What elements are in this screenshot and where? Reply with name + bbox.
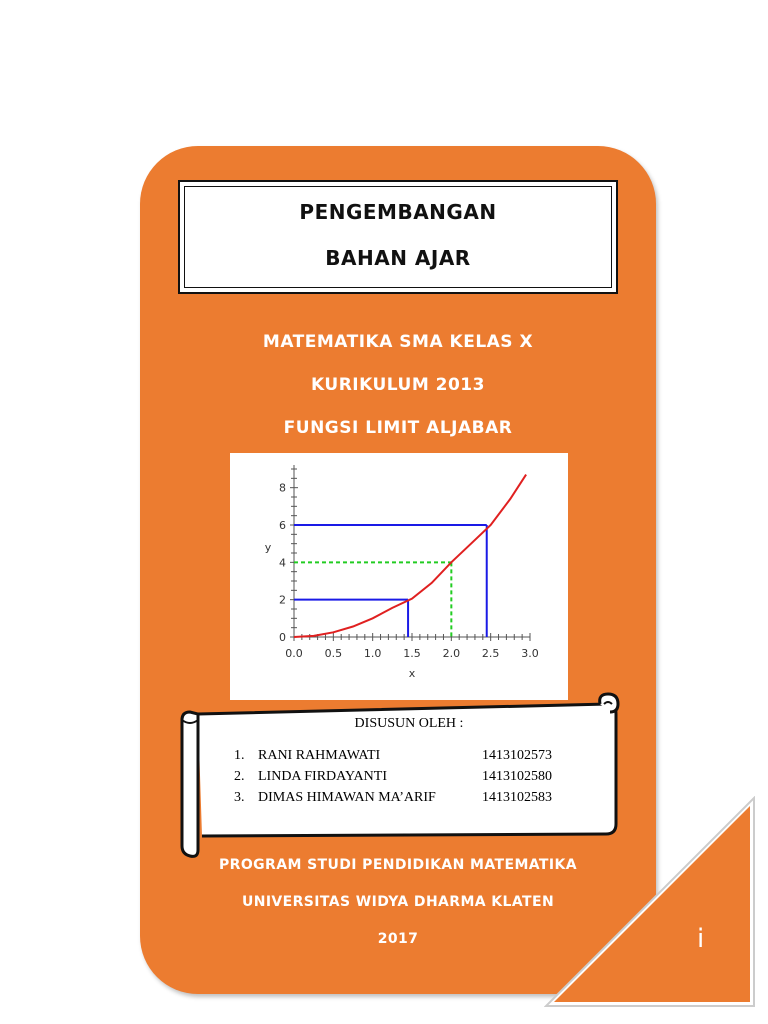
page-number: i: [697, 924, 705, 954]
curriculum-title: KURIKULUM 2013: [311, 375, 485, 395]
y-tick-label: 4: [279, 556, 286, 570]
x-tick-label: 1.5: [403, 647, 421, 660]
author-nim: 1413102573: [482, 748, 552, 763]
subject-title: MATEMATIKA SMA KELAS X: [262, 332, 534, 352]
x-tick-label: 0.5: [324, 647, 343, 660]
author-nim: 1413102580: [482, 769, 552, 784]
x-tick-label: 2.0: [442, 647, 461, 660]
study-program: PROGRAM STUDI PENDIDIKAN MATEMATIKA: [219, 857, 577, 873]
x-axis-label: x: [408, 667, 416, 680]
y-axis-label: y: [264, 541, 272, 555]
x-tick-label: 0.0: [285, 647, 303, 660]
title-box: [178, 180, 618, 294]
y-tick-label: 0: [279, 631, 286, 644]
x-tick-label: 2.5: [481, 647, 500, 660]
y-tick-label: 8: [279, 481, 286, 495]
author-name: DIMAS HIMAWAN MA’ARIF: [258, 790, 436, 805]
graph-svg: [230, 453, 568, 700]
function-curve: [294, 475, 526, 637]
function-graph: [230, 453, 568, 700]
author-name: RANI RAHMAWATI: [258, 748, 381, 763]
y-tick-label: 6: [279, 519, 286, 532]
author-number: 3.: [234, 790, 245, 805]
author-nim: 1413102583: [482, 790, 552, 805]
author-row: [234, 790, 594, 810]
author-row: [234, 748, 594, 768]
page-corner-triangle: [544, 796, 758, 1010]
title-line-1: PENGEMBANGAN: [299, 200, 497, 224]
y-tick-label: 2: [279, 593, 286, 607]
authors-heading: DISUSUN OLEH :: [354, 716, 464, 731]
author-row: [234, 769, 594, 789]
author-number: 2.: [234, 769, 245, 784]
x-tick-label: 3.0: [521, 647, 539, 660]
x-tick-label: 1.0: [363, 647, 382, 660]
title-line-2: BAHAN AJAR: [325, 246, 471, 270]
university-name: UNIVERSITAS WIDYA DHARMA KLATEN: [241, 894, 555, 910]
year: 2017: [377, 931, 419, 947]
author-number: 1.: [234, 748, 245, 763]
topic-title: FUNGSI LIMIT ALJABAR: [283, 418, 513, 438]
author-name: LINDA FIRDAYANTI: [258, 769, 387, 784]
